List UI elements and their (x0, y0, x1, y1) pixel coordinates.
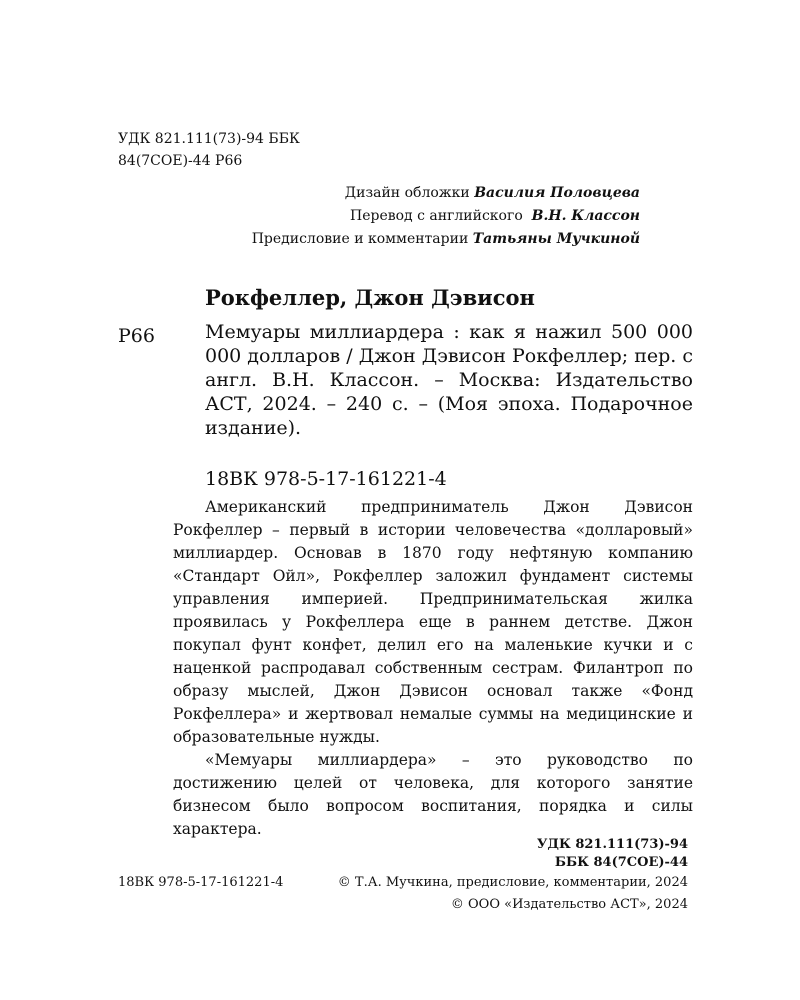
isbn-main: 18ВК 978-5-17-161221-4 (205, 468, 447, 490)
translation-credit (0, 205, 640, 228)
preface-credit (0, 228, 640, 251)
translation-label: Перевод с английского (349, 208, 523, 224)
copyright-line: © Т.А. Мучкина, предисловие, комментарии, 2024 (337, 875, 688, 890)
catalog-author: Рокфеллер, Джон Дэвисон (205, 285, 535, 310)
translator-name: В.Н. Классон (531, 208, 640, 224)
annotation (173, 496, 693, 841)
bbk-code: ББК 84(7СОЕ)-44 (554, 855, 688, 870)
copyright-block (0, 872, 688, 916)
annotation-paragraph: Американский предприниматель Джон Дэвисон Рокфеллер – первый в истории человечества «долларовый» миллиардер. Основав в 1870 году нефтяную компанию «Стандарт Ойл», Рокфеллер заложил фундамент системы управления империей. Предпринимательская жилка проявилась у Рокфеллера еще в раннем детстве. Джон покупал фунт конфет, делил его на маленькие кучки и с наценкой распродавал собственным сестрам. Филантроп по образу мыслей, Джон Дэвисон основал также «Фонд Рокфеллера» и жертвовал немалые суммы на медицинские и образовательные нужды. (173, 498, 693, 746)
cover-design-credit (0, 182, 640, 205)
cover-design-label: Дизайн обложки (344, 185, 470, 201)
isbn-footer: 18ВК 978-5-17-161221-4 (118, 875, 284, 890)
bibliographic-description: Мемуары миллиардера : как я нажил 500 000 000 долларов / Джон Дэвисон Рокфеллер; пер. с англ. В.Н. Классон. – Москва: Издательство АСТ, 2024. – 240 с. – (Моя эпоха. Подарочное издание). (205, 321, 693, 439)
preface-label: Предисловие и комментарии (251, 231, 469, 247)
classification-codes (0, 836, 688, 872)
credits-block (0, 182, 640, 251)
udk-code: УДК 821.111(73)-94 (536, 837, 688, 852)
copyright-line: © ООО «Издательство АСТ», 2024 (450, 897, 688, 912)
cover-designer-name: Василия Половцева (474, 185, 640, 201)
udk-bbk-header: УДК 821.111(73)-94 ББК 84(7СОЕ)-44 Р66 (118, 131, 300, 169)
annotation-paragraph: «Мемуары миллиардера» – это руководство по достижению целей от человека, для которого занятие бизнесом было вопросом воспитания, порядка и силы характера. (173, 751, 693, 838)
preface-author-name: Татьяны Мучкиной (472, 231, 640, 247)
cutter-mark: Р66 (118, 325, 155, 347)
